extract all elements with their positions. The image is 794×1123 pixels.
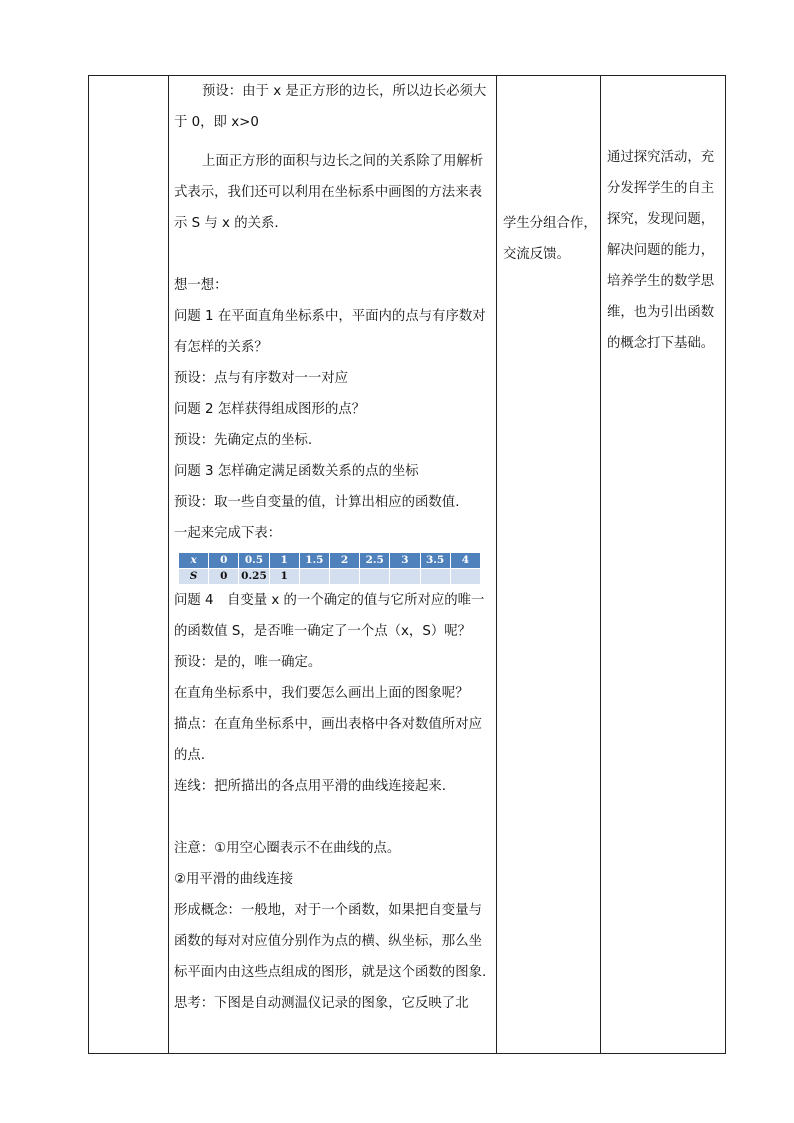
value-table <box>178 552 481 585</box>
s-value-cell <box>360 569 390 585</box>
s-value-cell <box>299 569 329 585</box>
student-activity-text: 学生分组合作，交流反馈。 <box>503 216 597 262</box>
paragraph-concept: 形成概念：一般地，对于一个函数，如果把自变量与函数的每对对应值分别作为点的横、纵坐标，那么坐标平面内由这些点组成的图形，就是这个函数的图象. <box>174 903 487 980</box>
paragraph-preset-2: 预设：先确定点的坐标. <box>174 433 313 448</box>
design-intent-text: 通过探究活动，充分发挥学生的自主探究，发现问题，解决问题的能力，培养学生的数学思维，也为引出函数的概念打下基础。 <box>607 150 715 351</box>
s-value-cell: 1 <box>269 569 299 585</box>
x-value-cell: 1 <box>269 553 299 569</box>
paragraph-plot-points: 描点：在直角坐标系中，画出表格中各对数值所对应的点. <box>174 717 482 763</box>
paragraph-how-to-draw: 在直角坐标系中，我们要怎么画出上面的图象呢？ <box>174 686 469 701</box>
x-value-cell: 0 <box>209 553 239 569</box>
x-value-cell: 0.5 <box>239 553 269 569</box>
s-label: S <box>179 569 209 585</box>
student-activity-cell <box>497 76 601 1054</box>
table-row <box>89 76 726 1054</box>
x-label: x <box>179 553 209 569</box>
paragraph-preset-1: 预设：点与有序数对一一对应 <box>174 371 349 386</box>
paragraph-preset-3: 预设：取一些自变量的值，计算出相应的函数值. <box>174 495 460 510</box>
s-value-cell: 0.25 <box>239 569 269 585</box>
teacher-activity-cell <box>169 76 497 1054</box>
paragraph-think-graph: 思考：下图是自动测温仪记录的图象，它反映了北 <box>174 996 469 1011</box>
s-row <box>179 569 481 585</box>
paragraph-note-1: 注意：①用空心圈表示不在曲线的点。 <box>174 841 401 856</box>
x-value-cell: 3.5 <box>420 553 450 569</box>
s-value-cell: 0 <box>209 569 239 585</box>
x-value-cell: 2.5 <box>360 553 390 569</box>
s-value-cell <box>390 569 420 585</box>
s-value-cell <box>329 569 359 585</box>
s-value-cell <box>420 569 450 585</box>
empty-label-cell <box>89 76 169 1054</box>
paragraph-graph-intro: 上面正方形的面积与边长之间的关系除了用解析式表示，我们还可以利用在坐标系中画图的方法来表示 S 与 x 的关系. <box>174 154 484 231</box>
paragraph-think: 想一想： <box>174 278 228 293</box>
x-value-cell: 1.5 <box>299 553 329 569</box>
paragraph-connect: 连线：把所描出的各点用平滑的曲线连接起来. <box>174 779 447 794</box>
paragraph-preset-4: 预设：是的，唯一确定。 <box>174 655 322 670</box>
x-value-cell: 4 <box>450 553 480 569</box>
s-value-cell <box>450 569 480 585</box>
x-value-cell: 2 <box>329 553 359 569</box>
x-value-cell: 3 <box>390 553 420 569</box>
paragraph-note-2: ②用平滑的曲线连接 <box>174 872 294 887</box>
paragraph-question-2: 问题 2 怎样获得组成图形的点？ <box>174 402 366 417</box>
paragraph-preset-x: 预设：由于 x 是正方形的边长，所以边长必须大于 0，即 x>0 <box>174 84 487 130</box>
lesson-plan-table <box>88 75 726 1054</box>
paragraph-table-intro: 一起来完成下表： <box>174 526 282 541</box>
paragraph-question-4: 问题 4 自变量 x 的一个确定的值与它所对应的唯一的函数值 S，是否唯一确定了一个点（x，S）呢？ <box>174 593 485 639</box>
x-row <box>179 553 481 569</box>
paragraph-question-1: 问题 1 在平面直角坐标系中，平面内的点与有序数对有怎样的关系？ <box>174 309 486 355</box>
design-intent-cell <box>601 76 726 1054</box>
paragraph-question-3: 问题 3 怎样确定满足函数关系的点的坐标 <box>174 464 419 479</box>
